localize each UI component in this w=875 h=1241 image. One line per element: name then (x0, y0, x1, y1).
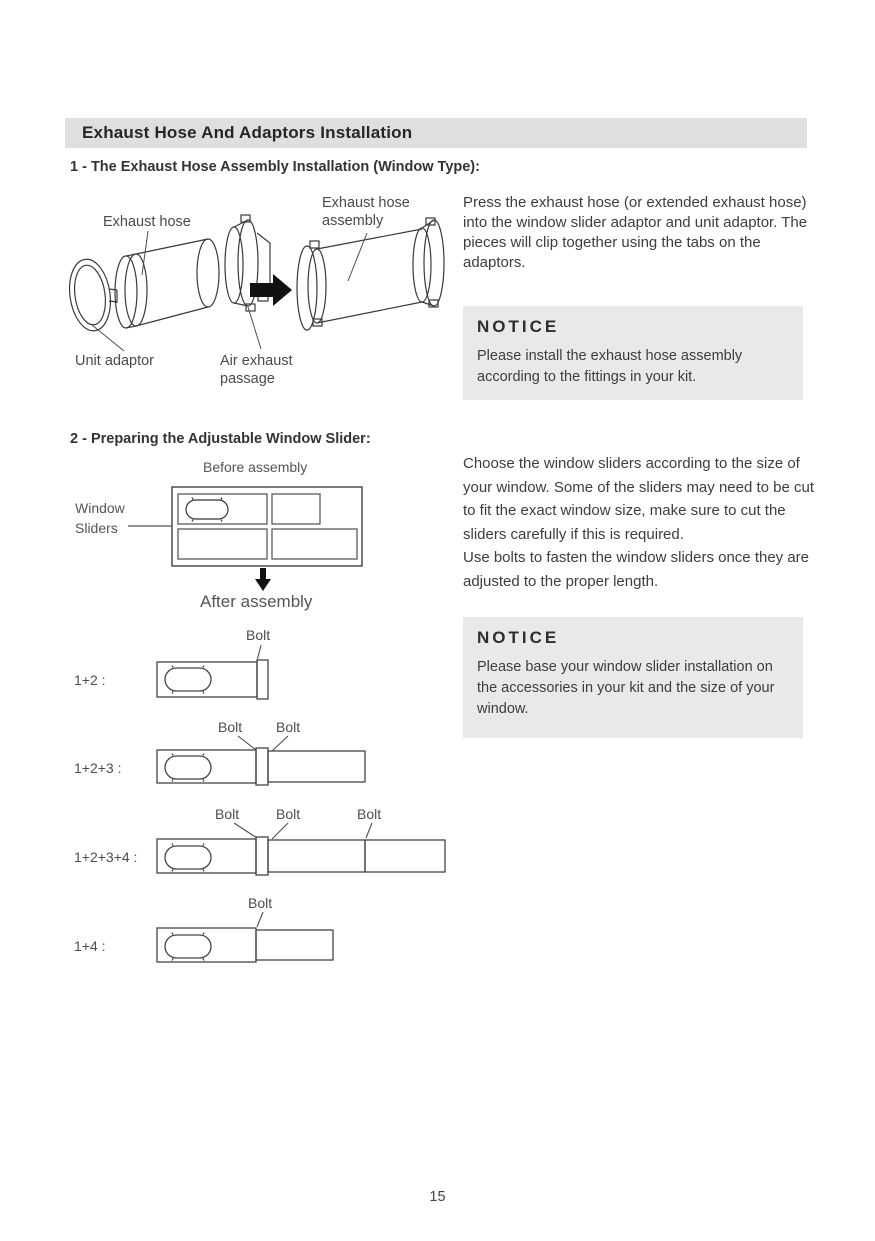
bolt-label-row2-1: Bolt (218, 719, 243, 735)
label-window-sliders-line1: Window (75, 500, 125, 516)
notice1-title: NOTICE (477, 317, 560, 336)
section2-body (463, 452, 821, 593)
bolt-label-row3-1: Bolt (215, 806, 240, 822)
notice1-body: Please install the exhaust hose assembly according to the fittings in your kit. (477, 348, 743, 385)
section2-body-para1: Choose the window sliders according to the size of your window. Some of the sliders may need to be cut to fit the exact window size, make sure to cut the sliders carefully if this is required. (463, 455, 815, 543)
label-air-exhaust-line1: Air exhaust (220, 353, 293, 369)
bolt-label-row2-2: Bolt (276, 719, 301, 735)
section1-heading: 1 - The Exhaust Hose Assembly Installation (Window Type): (70, 159, 480, 175)
combo-label-1plus2plus3plus4: 1+2+3+4 : (74, 849, 138, 865)
combo-label-1plus4: 1+4 : (74, 938, 106, 954)
slider-combination-diagram (60, 620, 480, 975)
label-unit-adaptor: Unit adaptor (75, 353, 154, 369)
page-title: Exhaust Hose And Adaptors Installation (82, 123, 413, 142)
section2-body-para2: Use bolts to fasten the window sliders once they are adjusted to the proper length. (463, 549, 810, 590)
combo-label-1plus2: 1+2 : (74, 672, 106, 688)
bolt-label-row3-2: Bolt (276, 806, 301, 822)
notice-box-2 (463, 617, 803, 738)
page-number: 15 (429, 1189, 446, 1205)
label-exhaust-hose-assembly-line1: Exhaust hose (322, 195, 410, 211)
label-window-sliders-line2: Sliders (75, 520, 118, 536)
bolt-label-row4-1: Bolt (248, 895, 273, 911)
label-air-exhaust-line2: passage (220, 371, 275, 387)
bolt-label-row1-1: Bolt (246, 627, 271, 643)
label-exhaust-hose: Exhaust hose (103, 214, 191, 230)
label-before-assembly: Before assembly (203, 459, 308, 475)
down-arrow-icon (255, 568, 271, 591)
section2-heading: 2 - Preparing the Adjustable Window Slider: (70, 431, 371, 447)
label-after-assembly: After assembly (200, 592, 313, 611)
bolt-label-row3-3: Bolt (357, 806, 382, 822)
exhaust-hose-diagram (60, 185, 460, 400)
combo-label-1plus2plus3: 1+2+3 : (74, 760, 122, 776)
right-arrow-icon (250, 274, 292, 306)
section1-body: Press the exhaust hose (or extended exhaust hose) into the window slider adaptor and unit adaptor. The pieces will clip together using the tabs on the adaptors. (463, 194, 808, 271)
notice2-body: Please base your window slider installation on the accessories in your kit and the size of your window. (477, 659, 775, 717)
notice-box-1 (463, 306, 803, 400)
notice2-title: NOTICE (477, 628, 560, 647)
label-exhaust-hose-assembly-line2: assembly (322, 213, 384, 229)
section-header-bar (65, 118, 807, 148)
window-slider-assembly-diagram (60, 455, 460, 615)
